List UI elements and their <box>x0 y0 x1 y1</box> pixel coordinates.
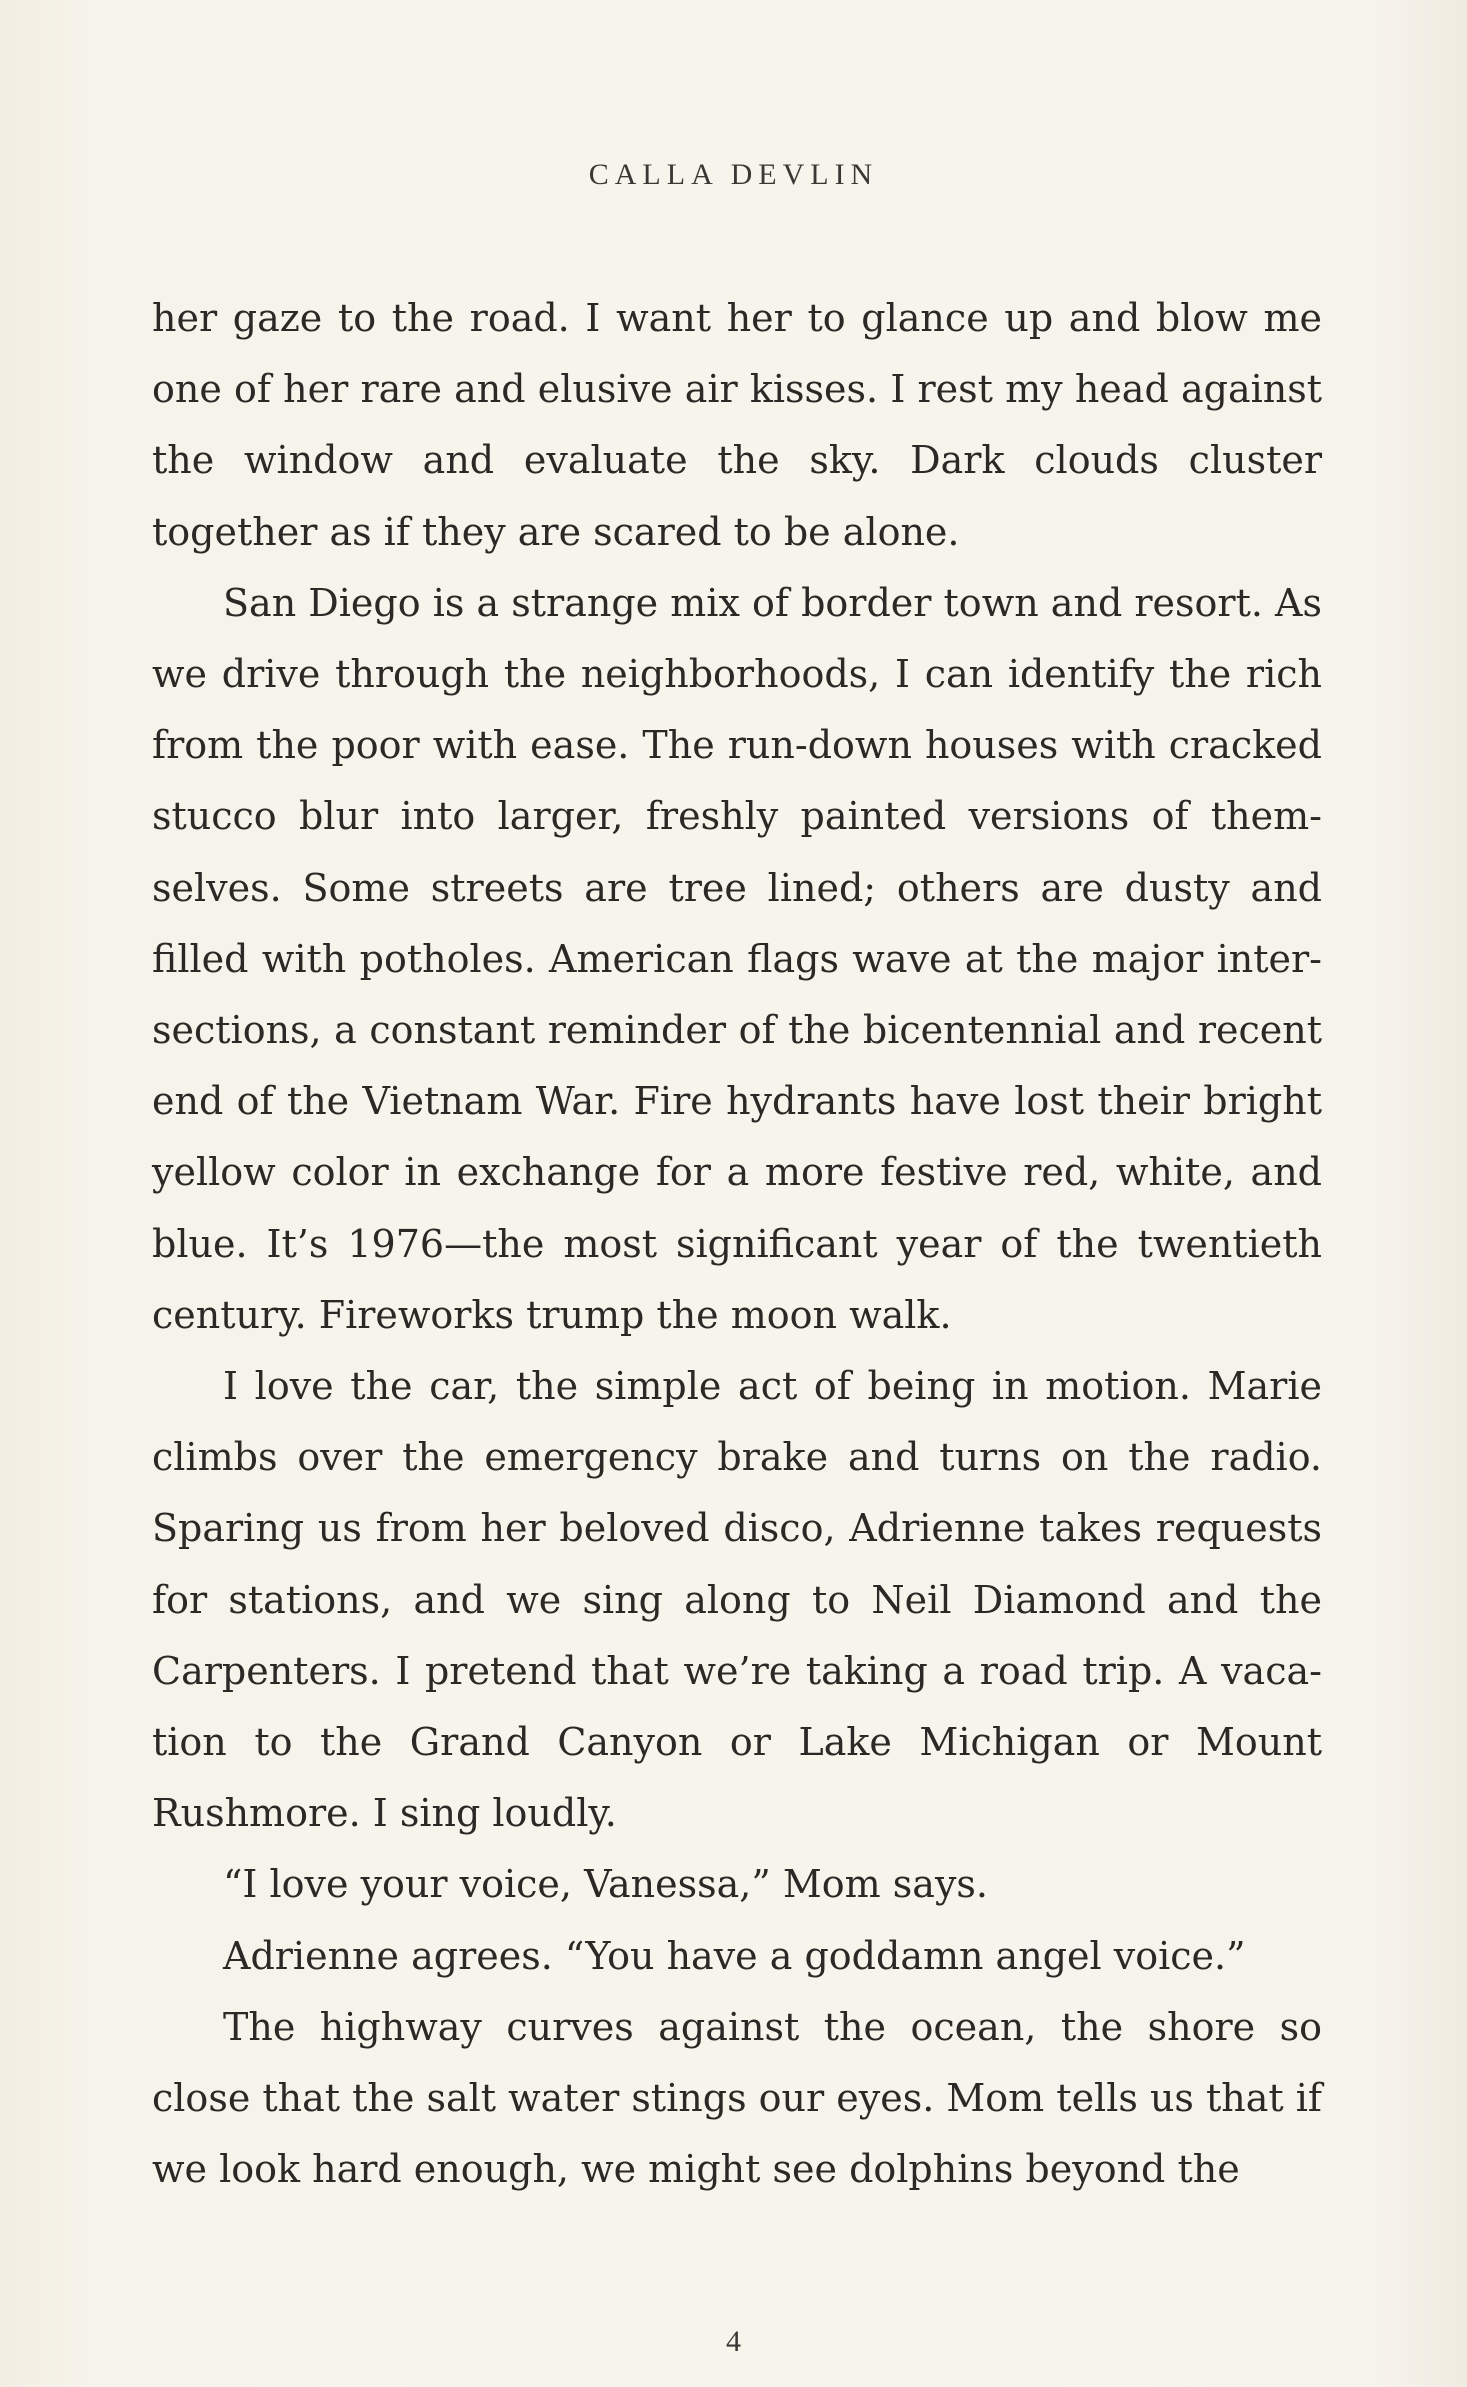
running-head: CALLA DEVLIN <box>588 158 879 191</box>
paragraph: her gaze to the road. I want her to glance up and blow me one of her rare and elusive air kisses. I rest my head against the window and evaluate the sky. Dark clouds cluster together as if they are scared to be alone. <box>152 296 1322 554</box>
paragraph: I love the car, the simple act of being in motion. Marie climbs over the emergency brake and turns on the radio. Sparing us from her beloved disco, Adrienne takes requests for stations, and we sing along to Neil Diamond and the Carpenters. I pretend that we’re taking a road trip. A vacation to the Grand Canyon or Lake Michigan or Mount Rushmore. I sing loudly. <box>152 1364 1322 1836</box>
paragraph: Adrienne agrees. “You have a goddamn angel voice.” <box>223 1933 1246 1978</box>
paragraph: San Diego is a strange mix of border town and resort. As we drive through the neighborhoods, I can identify the rich from the poor with ease. The run-down houses with cracked stucco blur into larger, freshly painted versions of themselves. Some streets are tree lined; others are dusty and filled with potholes. American flags wave at the major intersections, a constant reminder of the bicentennial and recent end of the Vietnam War. Fire hydrants have lost their bright yellow color in exchange for a more festive red, white, and blue. It’s 1976—the most significant year of the twentieth century. Fireworks trump the moon walk. <box>152 580 1322 1337</box>
paragraph: The highway curves against the ocean, the shore so close that the salt water stings our eyes. Mom tells us that if we look hard enough, we might see dolphins beyond the <box>152 2004 1322 2192</box>
page-number: 4 <box>726 2325 741 2358</box>
paragraph: “I love your voice, Vanessa,” Mom says. <box>223 1862 988 1907</box>
body-text <box>152 283 1322 2205</box>
